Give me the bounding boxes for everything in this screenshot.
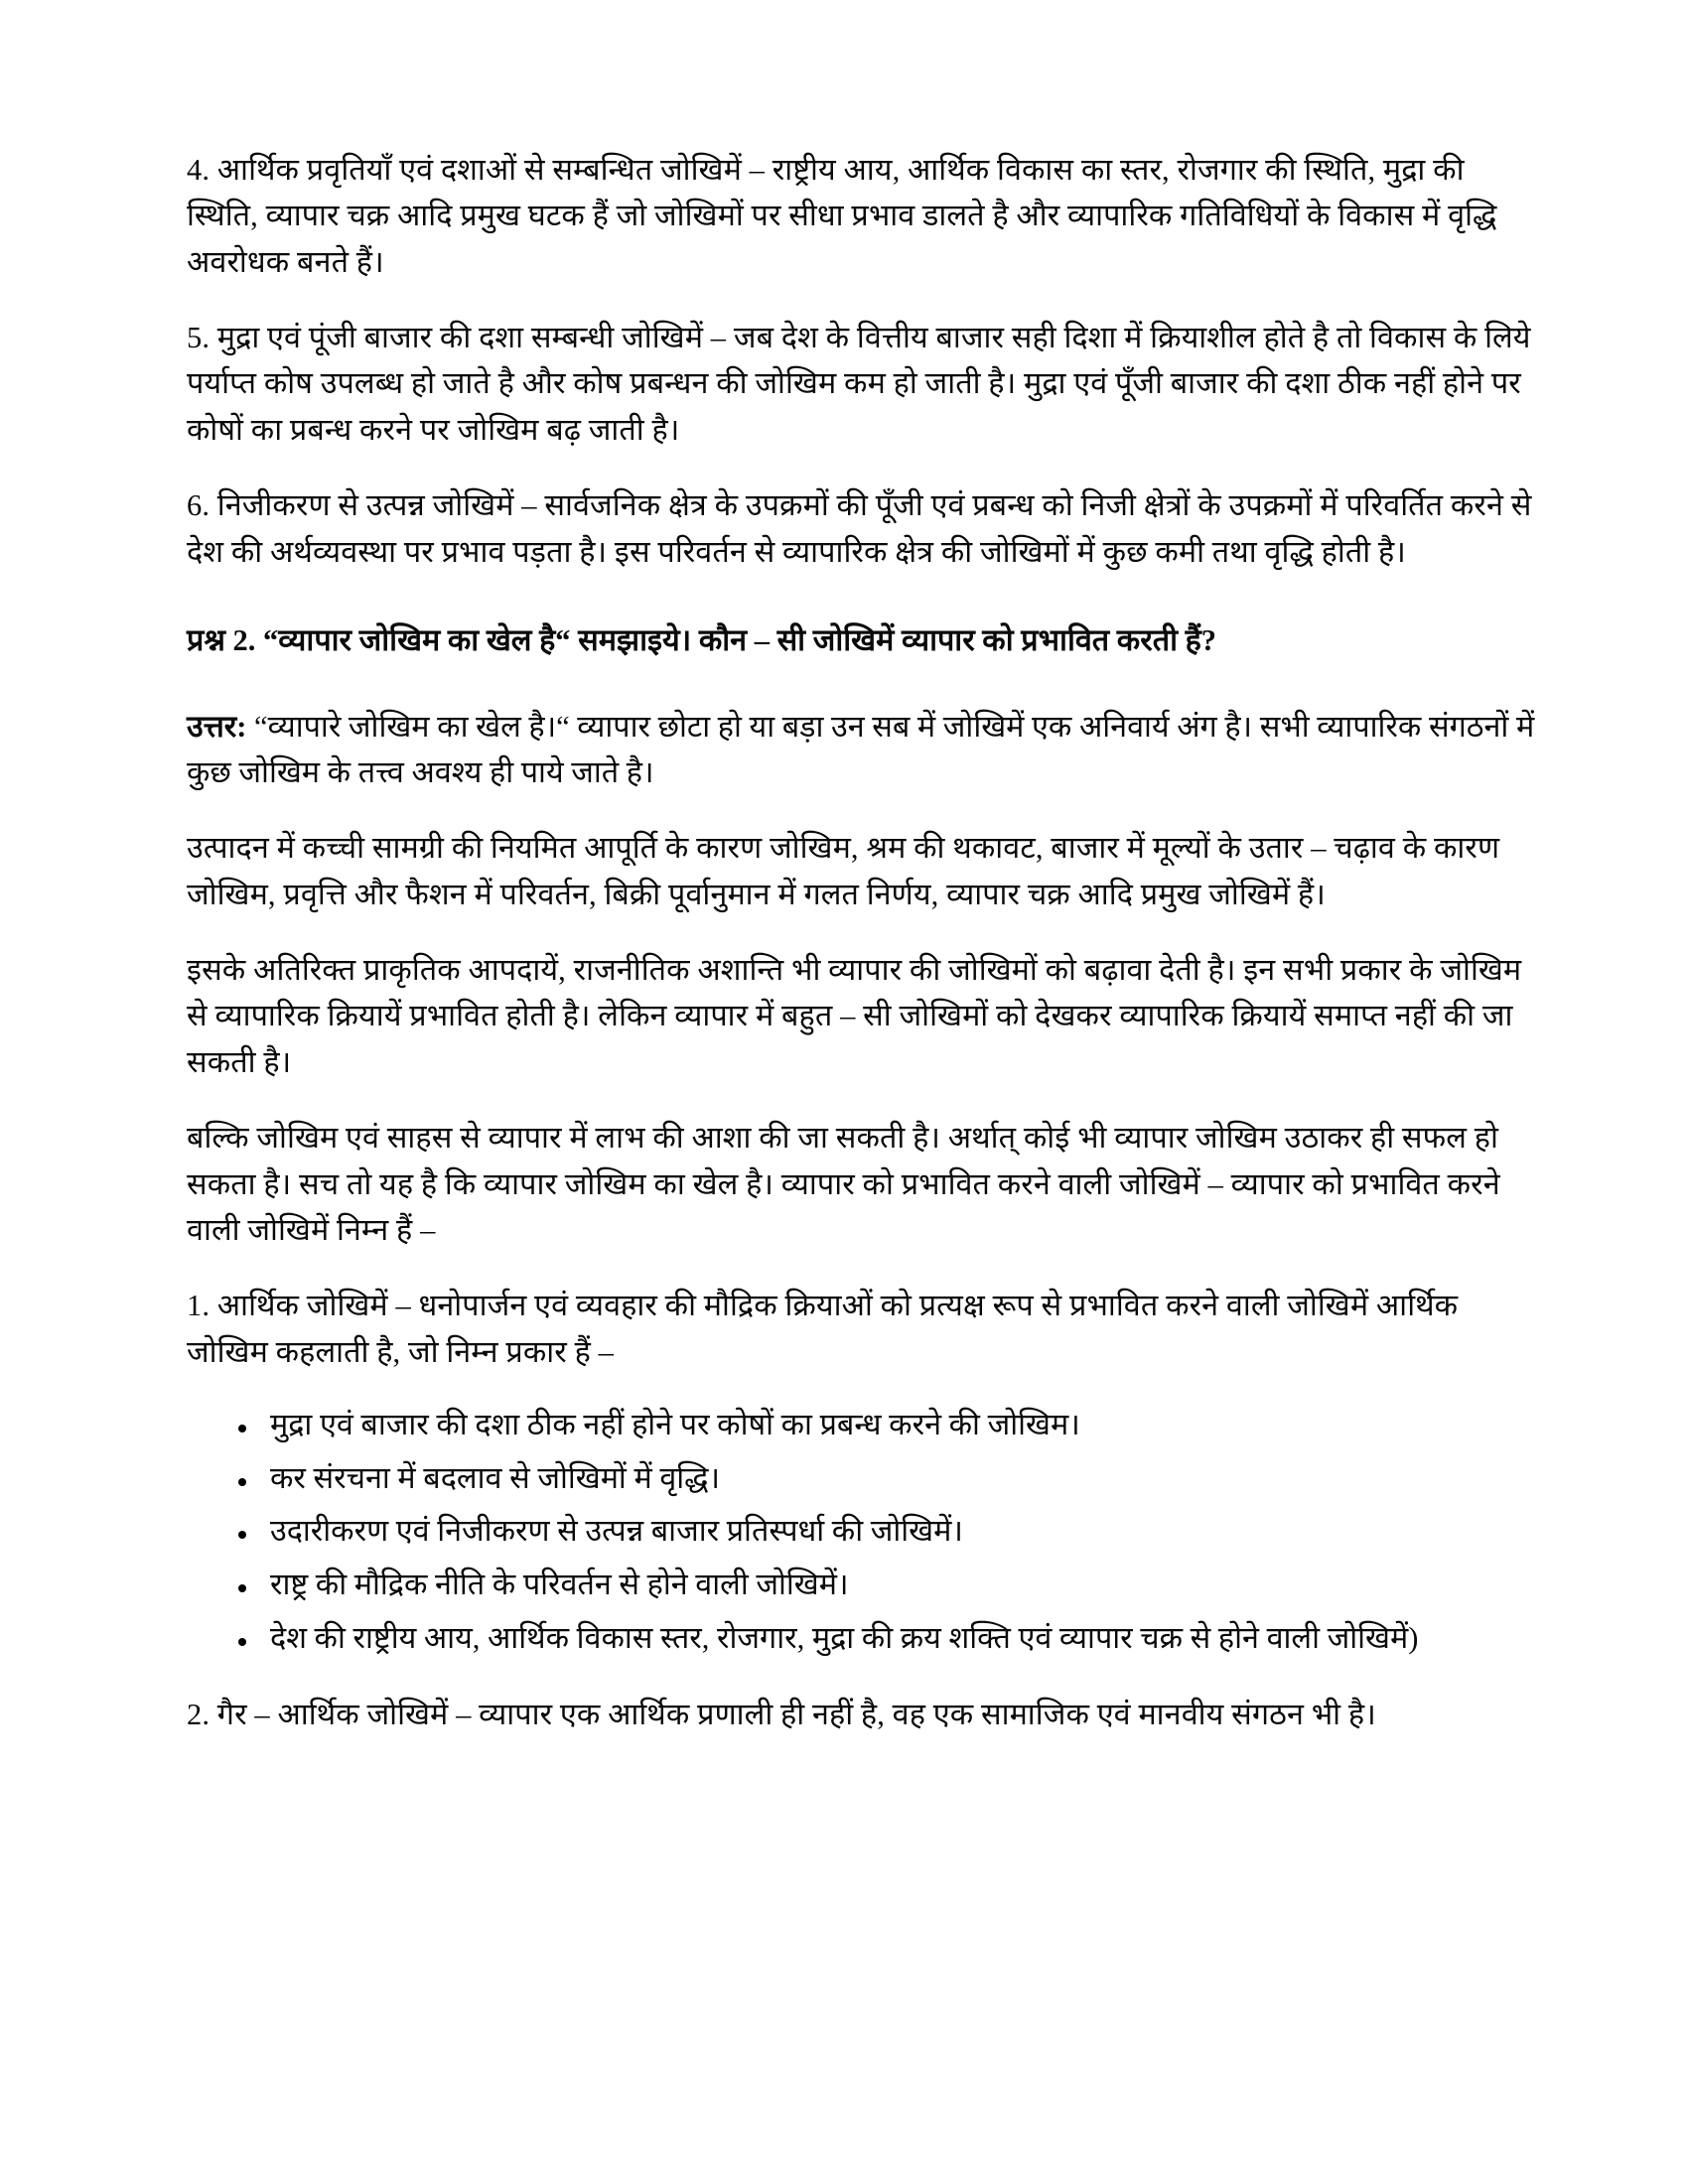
answer-label: उत्तर: [187, 709, 247, 744]
paragraph-additional-risks: इसके अतिरिक्त प्राकृतिक आपदायें, राजनीतिक अशान्ति भी व्यापार की जोखिमों को बढ़ावा देती है। इन सभी प्रकार के जोखिम से व्यापारिक क्रियायें प्रभावित होती है। लेकिन व्यापार में बहुत – सी जोखिमों को देखकर व्यापारिक क्रियायें समाप्त नहीं की जा सकती है। [187, 953, 1522, 1079]
list-item: देश की राष्ट्रीय आय, आर्थिक विकास स्तर, रोजगार, मुद्रा की क्रय शक्ति एवं व्यापार चक्र से होने वाली जोखिमें) [266, 1616, 1539, 1662]
list-item: कर संरचना में बदलाव से जोखिमों में वृद्धि। [266, 1456, 1539, 1502]
list-item: उदारीकरण एवं निजीकरण से उत्पन्न बाजार प्रतिस्पर्धा की जोखिमें। [266, 1509, 1539, 1555]
question-2-heading: प्रश्न 2. “व्यापार जोखिम का खेल है“ समझाइये। कौन – सी जोखिमें व्यापार को प्रभावित करती हैं? [187, 622, 1217, 657]
document-body [187, 147, 1539, 1737]
list-item: मुद्रा एवं बाजार की दशा ठीक नहीं होने पर कोषों का प्रबन्ध करने की जोखिम। [266, 1403, 1539, 1448]
paragraph-point-4: 4. आर्थिक प्रवृतियाँ एवं दशाओं से सम्बन्धित जोखिमें – राष्ट्रीय आय, आर्थिक विकास का स्तर, रोजगार की स्थिति, मुद्रा की स्थिति, व्यापार चक्र आदि प्रमुख घटक हैं जो जोखिमों पर सीधा प्रभाव डालते है और व्यापारिक गतिविधियों के विकास में वृद्धि अवरोधक बनते हैं। [187, 153, 1497, 279]
answer-intro-text: “व्यापारे जोखिम का खेल है।“ व्यापार छोटा हो या बड़ा उन सब में जोखिमें एक अनिवार्य अंग है। सभी व्यापारिक संगठनों में कुछ जोखिम के तत्त्व अवश्य ही पाये जाते है। [187, 709, 1535, 789]
economic-risks-bullet-list [187, 1403, 1539, 1662]
paragraph-rather-risk-courage: बल्कि जोखिम एवं साहस से व्यापार में लाभ की आशा की जा सकती है। अर्थात् कोई भी व्यापार जोखिम उठाकर ही सफल हो सकता है। सच तो यह है कि व्यापार जोखिम का खेल है। व्यापार को प्रभावित करने वाली जोखिमें – व्यापार को प्रभावित करने वाली जोखिमें निम्न हैं – [187, 1121, 1500, 1247]
answer-intro-paragraph [187, 704, 1539, 796]
item-2-non-economic-risks-heading: 2. गैर – आर्थिक जोखिमें – व्यापार एक आर्थिक प्रणाली ही नहीं है, वह एक सामाजिक एवं मानवीय संगठन भी है। [187, 1697, 1376, 1731]
paragraph-point-5: 5. मुद्रा एवं पूंजी बाजार की दशा सम्बन्धी जोखिमें – जब देश के वित्तीय बाजार सही दिशा में क्रियाशील होते है तो विकास के लिये पर्याप्त कोष उपलब्ध हो जाते है और कोष प्रबन्धन की जोखिम कम हो जाती है। मुद्रा एवं पूँजी बाजार की दशा ठीक नहीं होने पर कोषों का प्रबन्ध करने पर जोखिम बढ़ जाती है। [187, 321, 1531, 447]
list-item: राष्ट्र की मौद्रिक नीति के परिवर्तन से होने वाली जोखिमें। [266, 1563, 1539, 1608]
item-1-economic-risks-heading: 1. आर्थिक जोखिमें – धनोपार्जन एवं व्यवहार की मौद्रिक क्रियाओं को प्रत्यक्ष रूप से प्रभावित करने वाली जोखिमें आर्थिक जोखिम कहलाती है, जो निम्न प्रकार हैं – [187, 1289, 1459, 1369]
paragraph-production-risks: उत्पादन में कच्ची सामग्री की नियमित आपूर्ति के कारण जोखिम, श्रम की थकावट, बाजार में मूल्यों के उतार – चढ़ाव के कारण जोखिम, प्रवृत्ति और फैशन में परिवर्तन, बिक्री पूर्वानुमान में गलत निर्णय, व्यापार चक्र आदि प्रमुख जोखिमें हैं। [187, 831, 1500, 911]
paragraph-point-6: 6. निजीकरण से उत्पन्न जोखिमें – सार्वजनिक क्षेत्र के उपक्रमों की पूँजी एवं प्रबन्ध को निजी क्षेत्रों के उपक्रमों में परिवर्तित करने से देश की अर्थव्यवस्था पर प्रभाव पड़ता है। इस परिवर्तन से व्यापारिक क्षेत्र की जोखिमों में कुछ कमी तथा वृद्धि होती है। [187, 488, 1532, 569]
